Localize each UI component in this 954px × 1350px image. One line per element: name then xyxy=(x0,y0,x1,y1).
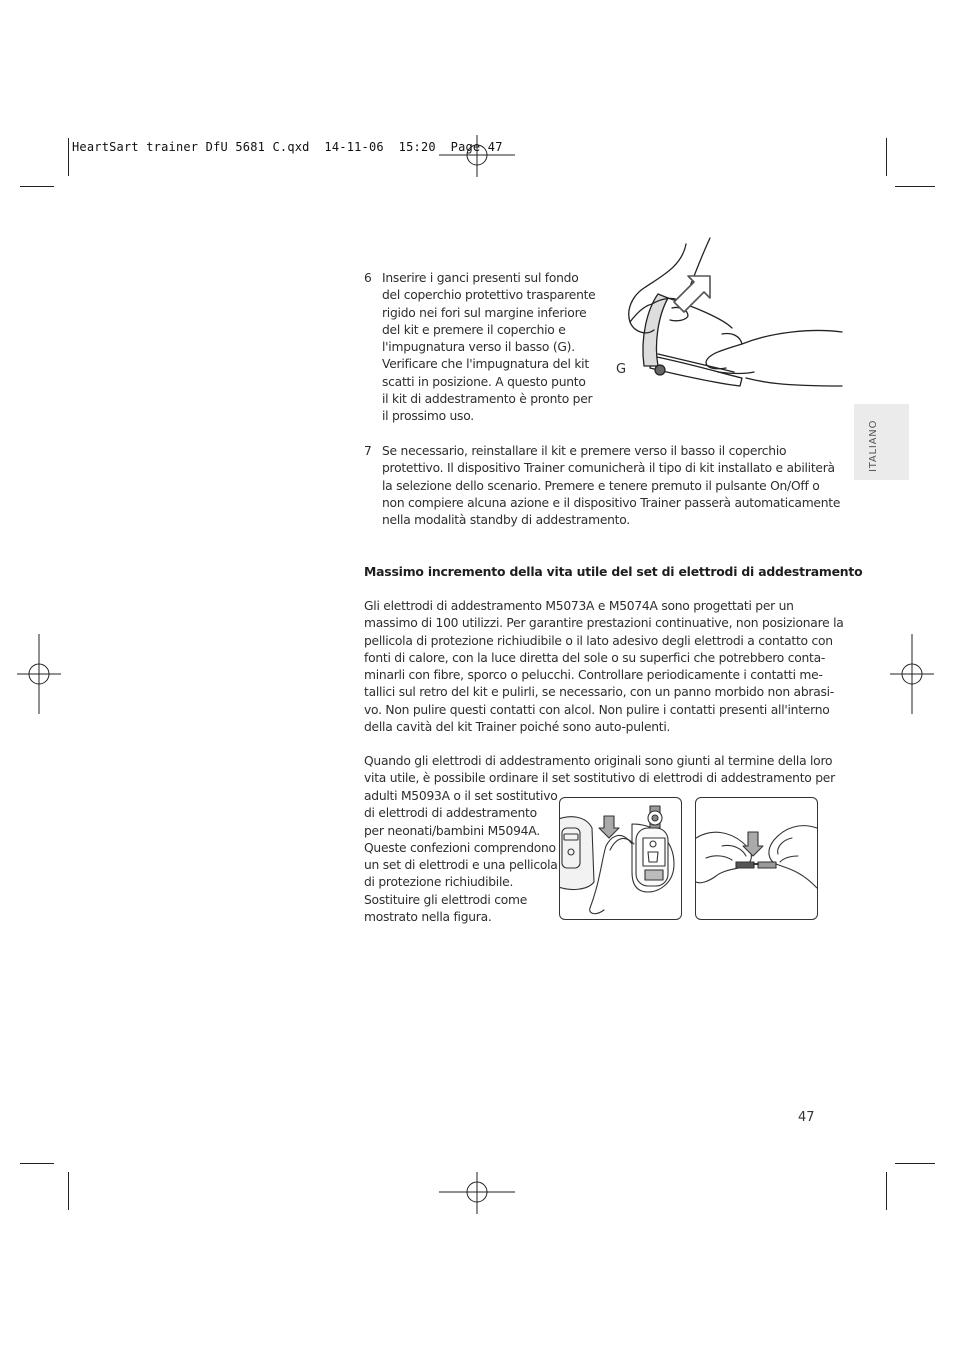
text-line: vo. Non pulire questi contatti con alcol. Non pulire i contatti presenti all'interno xyxy=(364,702,830,717)
text-line: del coperchio protettivo trasparente xyxy=(382,288,596,303)
text-line: massimo di 100 utilizzi. Per garantire prestazioni continuative, non posizionare la xyxy=(364,616,844,631)
text-line: Gli elettrodi di addestramento M5073A e M5074A sono progettati per un xyxy=(364,599,794,613)
text-line: l'impugnatura verso il basso (G). xyxy=(382,340,575,355)
paragraph-continued xyxy=(364,788,559,926)
page-number: 47 xyxy=(798,1110,815,1125)
text-line: fonti di calore, con la luce diretta del sole o su superfici che potrebbero conta- xyxy=(364,650,826,665)
language-tab xyxy=(854,404,909,480)
paragraph xyxy=(364,753,835,788)
text-line: il kit di addestramento è pronto per xyxy=(382,392,593,407)
text-line: di protezione richiudibile. xyxy=(364,875,514,890)
text-line: vita utile, è possibile ordinare il set sostitutivo di elettrodi di addestramento per xyxy=(364,771,835,786)
step-7-text xyxy=(382,443,841,529)
text-line: Sostituire gli elettrodi come xyxy=(364,892,528,907)
registration-mark-left xyxy=(17,634,61,714)
electrode-pad-illustration xyxy=(559,797,682,920)
text-line: pellicola di protezione richiudibile o il lato adesivo degli elettrodi a contatto con xyxy=(364,633,833,648)
text-line: Quando gli elettrodi di addestramento originali sono giunti al termine della loro xyxy=(364,754,833,768)
text-line: un set di elettrodi e una pellicola xyxy=(364,858,558,873)
text-line: per neonati/bambini M5094A. xyxy=(364,823,540,838)
registration-mark-right xyxy=(890,634,934,714)
text-line: il prossimo uso. xyxy=(382,409,474,424)
crop-mark xyxy=(68,138,69,176)
text-line: minarli con fibre, sporco o pelucchi. Controllare periodicamente i contatti me- xyxy=(364,668,823,683)
figure-g-label: G xyxy=(616,362,626,377)
print-slug: HeartSart trainer DfU 5681 C.qxd 14-11-06 15:20 Page 47 xyxy=(72,140,503,154)
step-6-text xyxy=(382,270,597,426)
crop-mark xyxy=(20,1163,54,1164)
text-line: del kit e premere il coperchio e xyxy=(382,322,566,337)
crop-mark xyxy=(886,138,887,176)
registration-mark-bottom xyxy=(437,1172,517,1214)
crop-mark xyxy=(895,186,935,187)
text-line: protettivo. Il dispositivo Trainer comunicherà il tipo di kit installato e abiliterà xyxy=(382,461,835,476)
text-line: mostrato nella figura. xyxy=(364,910,492,925)
text-line: adulti M5093A o il set sostitutivo xyxy=(364,789,558,803)
text-line: Verificare che l'impugnatura del kit xyxy=(382,357,589,372)
crop-mark xyxy=(20,186,54,187)
text-line: Se necessario, reinstallare il kit e premere verso il basso il coperchio xyxy=(382,444,787,458)
text-line: la selezione dello scenario. Premere e tenere premuto il pulsante On/Off o xyxy=(382,478,820,493)
text-line: tallici sul retro del kit e pulirli, se necessario, con un panno morbido non abrasi- xyxy=(364,685,834,700)
paragraph xyxy=(364,598,844,736)
text-line: Inserire i ganci presenti sul fondo xyxy=(382,271,579,285)
crop-mark xyxy=(895,1163,935,1164)
text-line: di elettrodi di addestramento xyxy=(364,806,537,821)
pad-connector-illustration xyxy=(695,797,818,920)
text-line: non compiere alcuna azione e il dispositivo Trainer passerà automaticamente xyxy=(382,495,841,510)
text-line: scatti in posizione. A questo punto xyxy=(382,374,586,389)
cover-install-illustration xyxy=(622,236,844,396)
section-heading: Massimo incremento della vita utile del set di elettrodi di addestramento xyxy=(364,564,863,579)
step-number: 6 xyxy=(364,271,372,285)
crop-mark xyxy=(886,1172,887,1210)
crop-mark xyxy=(68,1172,69,1210)
step-number: 7 xyxy=(364,444,372,458)
text-line: della cavità del kit Trainer poiché sono auto-pulenti. xyxy=(364,720,671,735)
language-tab-label: ITALIANO xyxy=(868,419,879,472)
text-line: nella modalità standby di addestramento. xyxy=(382,513,630,528)
text-line: Queste confezioni comprendono xyxy=(364,840,556,855)
text-line: rigido nei fori sul margine inferiore xyxy=(382,305,587,320)
